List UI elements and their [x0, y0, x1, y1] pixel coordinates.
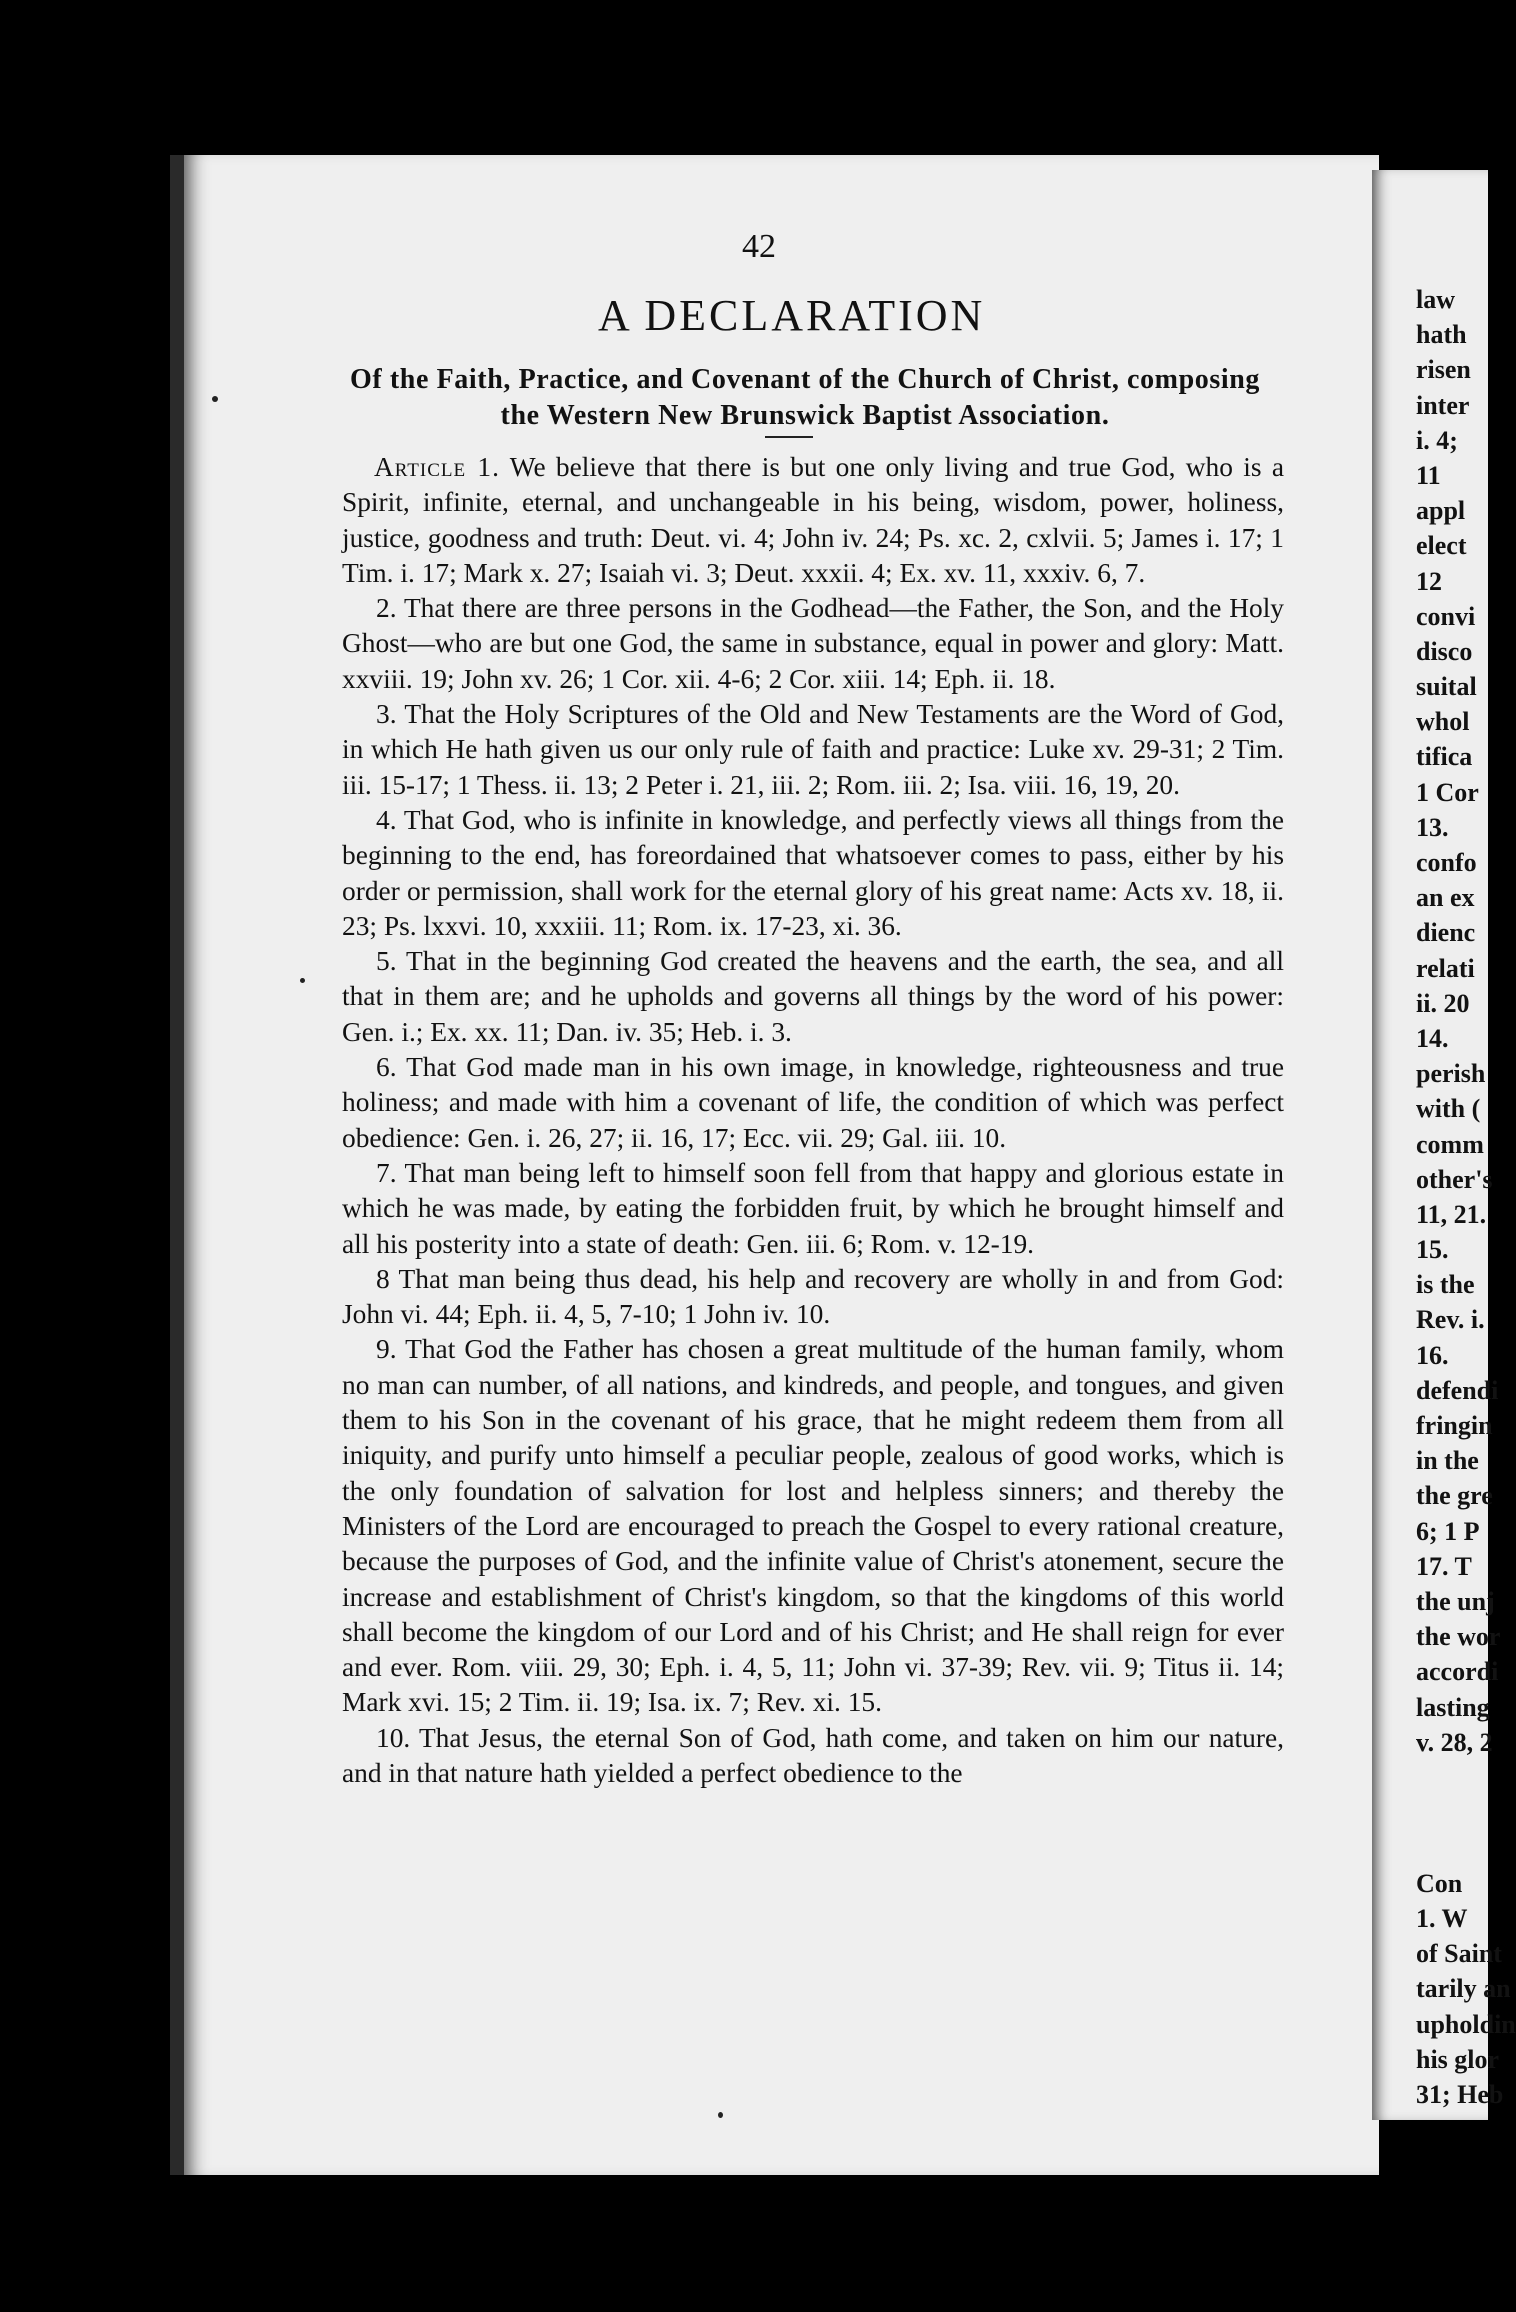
article-paragraph — [342, 591, 1284, 697]
facing-page-line: 17. T — [1416, 1551, 1472, 1581]
page-number: 42 — [742, 228, 776, 265]
article-label: 2. — [376, 593, 397, 624]
facing-page-line: the wor — [1416, 1622, 1501, 1652]
article-label: 6. — [376, 1052, 397, 1083]
facing-page-line: comm — [1416, 1129, 1484, 1159]
facing-page-line: upholdin — [1416, 2009, 1516, 2039]
article-paragraph — [342, 697, 1284, 803]
ink-speck — [212, 396, 218, 402]
article-paragraph — [342, 944, 1284, 1050]
article-label: 4. — [376, 804, 397, 835]
facing-page-line: an ex — [1416, 883, 1475, 913]
article-text: That God made man in his own image, in knowledge, righteousness and true holiness; and made with him a covenant of life, the condition of which was perfect obedience: Gen. i. 26, 27; ii. 16, 17; Ecc. vii. 29; Gal. iii. 10. — [342, 1052, 1284, 1153]
article-paragraph — [342, 1262, 1284, 1333]
article-label: 9. — [376, 1334, 397, 1365]
article-label: 10. — [376, 1722, 411, 1753]
facing-page-line: 14. — [1416, 1023, 1449, 1053]
facing-page-line: 15. — [1416, 1235, 1449, 1265]
facing-page-line: fringin — [1416, 1411, 1493, 1440]
facing-page-line: disco — [1416, 636, 1473, 666]
article-text: That Jesus, the eternal Son of God, hath come, and taken on him our nature, and in that nature hath yielded a perfect obedience to the — [342, 1722, 1284, 1788]
facing-page-line: tarily an — [1416, 1974, 1511, 2004]
article-text: That God the Father has chosen a great multitude of the human family, whom no man can number, of all nations, and kindreds, and people, and tongues, and given them to his Son in the covenant of his grace, that he might redeem them from all iniquity, and purify unto himself a peculiar people, zealous of good works, which is the only foundation of salvation for lost and helpless sinners; and thereby the Ministers of the Lord are encouraged to preach the Gospel to every rational creature, because the purposes of God, and the infinite value of Christ's atonement, secure the increase and establishment of Christ's kingdom, so that the kingdoms of this world shall become the kingdom of our Lord and of his Christ; and He shall reign for ever and ever. Rom. viii. 29, 30; Eph. i. 4, 5, 11; John vi. 37-39; Rev. vii. 9; Titus ii. 14; Mark xvi. 15; 2 Tim. ii. 19; Isa. ix. 7; Rev. xi. 15. — [342, 1334, 1284, 1718]
facing-page-line: is the — [1416, 1270, 1475, 1300]
facing-page-line: the gre — [1416, 1481, 1493, 1511]
article-text: That God, who is infinite in knowledge, and perfectly views all things from the beginning to the end, has foreordained that whatsoever comes to pass, either by his order or permission, shall work for the eternal glory of his great name: Acts xv. 18, ii. 23; Ps. lxxvi. 10, xxxiii. 11; Rom. ix. 17-23, xi. 36. — [342, 804, 1284, 941]
article-label: 8 — [376, 1263, 390, 1294]
article-text: That man being thus dead, his help and recovery are wholly in and from God: John vi. 44; Eph. ii. 4, 5, 7-10; 1 John iv. 10. — [342, 1263, 1285, 1330]
facing-page-line: Rev. i. — [1416, 1305, 1485, 1335]
facing-page-line: whol — [1416, 707, 1470, 737]
article-text: That the Holy Scriptures of the Old and New Testaments are the Word of God, in which He hath given us our only rule of faith and practice: Luke xv. 29-31; 2 Tim. iii. 15-17; 1 Thess. ii. 13; 2 Peter i. 21, iii. 2; Rom. iii. 2; Isa. viii. 16, 19, 20. — [342, 699, 1284, 800]
article-label: 7. — [376, 1157, 397, 1188]
article-paragraph — [342, 1721, 1284, 1792]
facing-page-line: Con — [1416, 1868, 1463, 1898]
article-paragraph — [342, 1156, 1284, 1262]
ink-speck — [300, 978, 305, 983]
facing-page-line: 13. — [1416, 812, 1449, 842]
facing-page-line: perish — [1416, 1059, 1486, 1089]
article-text: That in the beginning God created the heavens and the earth, the sea, and all that in them are; and he upholds and governs all things by the word of his power: Gen. i.; Ex. xx. 11; Dan. iv. 35; Heb. i. 3. — [342, 946, 1284, 1047]
facing-page-line: i. 4; — [1416, 425, 1458, 455]
facing-page-line: risen — [1416, 355, 1471, 385]
article-paragraph — [342, 803, 1284, 944]
facing-page-line: other's — [1416, 1164, 1493, 1194]
facing-page-line: lasting — [1416, 1692, 1490, 1722]
facing-page-text — [1416, 282, 1516, 2112]
facing-page-line: dienc — [1416, 918, 1476, 948]
facing-page-line: hath — [1416, 320, 1467, 350]
section-gap — [1416, 1760, 1488, 1866]
facing-page-line: convi — [1416, 601, 1476, 631]
facing-page-line: 1 Cor — [1416, 777, 1479, 807]
facing-page-line: ii. 20 — [1416, 988, 1470, 1018]
facing-page-line: 31; Heb — [1416, 2080, 1504, 2109]
facing-page-line: tifica — [1416, 742, 1473, 772]
facing-page-line: 11 — [1416, 460, 1441, 490]
facing-page-line: in the — [1416, 1446, 1479, 1476]
page-title: A DECLARATION — [598, 291, 986, 340]
articles-body — [342, 450, 1284, 1791]
facing-page-line: inter — [1416, 390, 1470, 420]
article-paragraph — [342, 450, 1284, 591]
facing-page-line: defendi — [1416, 1375, 1499, 1405]
facing-page-line: with ( — [1416, 1094, 1481, 1124]
facing-page-line: 11, 21. — [1416, 1199, 1487, 1229]
facing-page-line: 1. W — [1416, 1904, 1468, 1934]
page-subtitle: Of the Faith, Practice, and Covenant of the Church of Christ, composing the Western New Brunswick Baptist Association. — [349, 364, 1261, 431]
facing-page-line: 12 — [1416, 566, 1442, 596]
facing-page-line: law — [1416, 285, 1455, 314]
article-paragraph — [342, 1050, 1284, 1156]
article-label: 3. — [376, 699, 397, 730]
article-text: We believe that there is but one only living and true God, who is a Spirit, infinite, eternal, and unchangeable in his being, wisdom, power, holiness, justice, goodness and truth: Deut. vi. 4; John iv. 24; Ps. xc. 2, cxlvii. 5; James i. 17; 1 Tim. i. 17; Mark x. 27; Isaiah vi. 3; Deut. xxxii. 4; Ex. xv. 11, xxxiv. 6, 7. — [342, 452, 1284, 588]
facing-page-line: v. 28, 2 — [1416, 1727, 1493, 1757]
facing-page-line: relati — [1416, 953, 1475, 983]
article-label: 5. — [376, 946, 397, 977]
article-text: That there are three persons in the Godhead—the Father, the Son, and the Holy Ghost—who are but one God, the same in substance, equal in power and glory: Matt. xxviii. 19; John xv. 26; 1 Cor. xii. 4-6; 2 Cor. xiii. 14; Eph. ii. 18. — [342, 593, 1285, 694]
facing-page-line: accordi — [1416, 1657, 1499, 1687]
facing-page-line: his glor — [1416, 2044, 1500, 2074]
facing-page-line: 6; 1 P — [1416, 1516, 1480, 1546]
facing-page-line: of Saint — [1416, 1939, 1502, 1969]
article-paragraph — [342, 1332, 1284, 1720]
ink-speck — [718, 2112, 723, 2118]
facing-page-line: appl — [1416, 496, 1466, 526]
facing-page-line: elect — [1416, 531, 1467, 561]
facing-page-line: the unj — [1416, 1586, 1495, 1616]
article-text: That man being left to himself soon fell from that happy and glorious estate in which he was made, by eating the forbidden fruit, by which he brought himself and all his posterity into a state of death: Gen. iii. 6; Rom. v. 12-19. — [342, 1157, 1284, 1259]
article-label: Article 1. — [374, 452, 500, 482]
facing-page-line: 16. — [1416, 1340, 1449, 1370]
facing-page-line: confo — [1416, 848, 1477, 877]
title-rule — [765, 436, 813, 438]
facing-page-line: suital — [1416, 672, 1477, 702]
